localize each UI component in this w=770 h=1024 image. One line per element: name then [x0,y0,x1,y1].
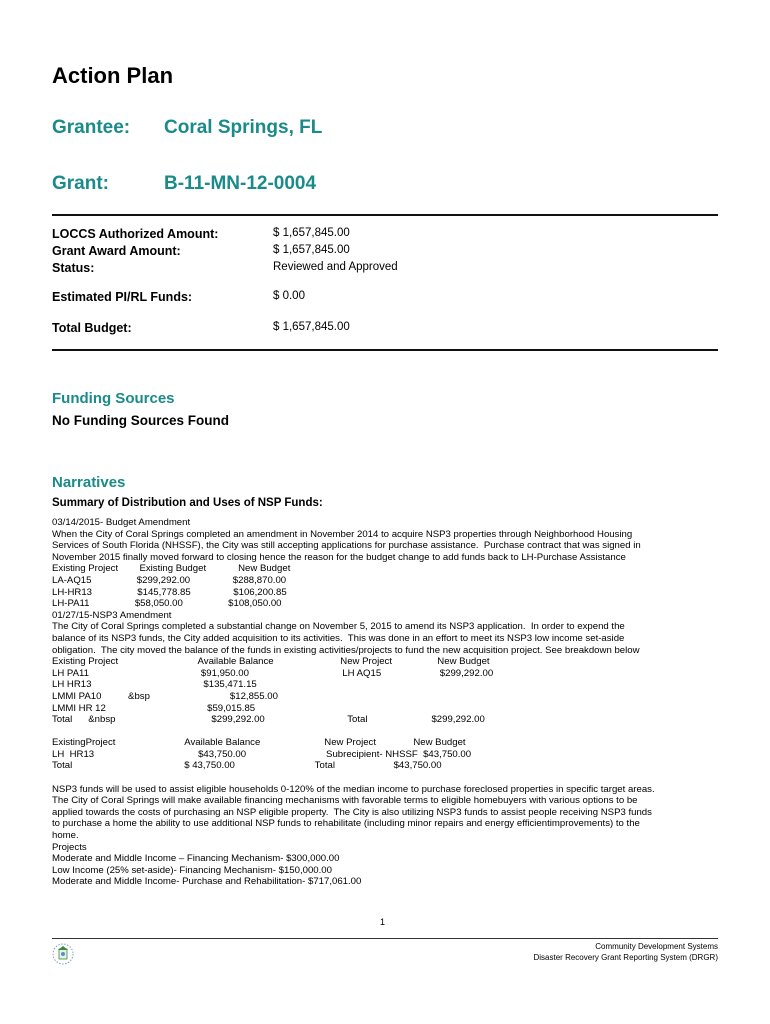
status-value: Reviewed and Approved [273,261,398,273]
divider-top [52,214,718,216]
hud-seal-icon [52,943,74,965]
narrative-line [52,726,722,738]
pirl-value: $ 0.00 [273,290,305,302]
divider-bottom [52,349,718,351]
narrative-line: Total &nbsp $299,292.00 Total $299,292.00 [52,714,485,726]
grant-number: B-11-MN-12-0004 [164,173,317,194]
narrative-line: Moderate and Middle Income – Financing Mechanism- $300,000.00 [52,853,340,865]
total-budget-label: Total Budget: [52,321,132,335]
narrative-line: LMMI HR 12 $59,015.85 [52,702,256,714]
pirl-label: Estimated PI/RL Funds: [52,290,193,304]
narrative-body [52,517,722,888]
narrative-line: LH PA11 $91,950.00 LH AQ15 $299,292.00 [52,667,494,679]
narrative-line: LH HR13 $43,750.00 Subrecipient- NHSSF $43,750.00 [52,748,472,760]
narrative-line: November 2015 finally moved forward to closing hence the reason for the budget change to add funds back to LH-Purchase Assistance [52,551,626,563]
narrative-line: LMMI PA10 &bsp $12,855.00 [52,690,278,702]
grantee-label: Grantee: [52,117,131,138]
grant-award-value: $ 1,657,845.00 [273,244,350,256]
narrative-line: The City of Coral Springs completed a substantial change on November 5, 2015 to amend its NSP3 application. In order to expend the [52,621,625,633]
narrative-line [52,772,722,784]
narrative-line: LH HR13 $135,471.15 [52,679,257,691]
narrative-line: Low Income (25% set-aside)- Financing Mechanism- $150,000.00 [52,864,332,876]
total-budget-value: $ 1,657,845.00 [273,321,350,333]
narratives-subtitle: Summary of Distribution and Uses of NSP Funds: [52,497,323,509]
funding-sources-title: Funding Sources [52,390,175,407]
grantee-value: Coral Springs, FL [164,117,323,138]
narrative-line: 03/14/2015- Budget Amendment [52,517,191,528]
grant-label: Grant: [52,173,109,194]
narrative-line: The City of Coral Springs will make available financing mechanisms with favorable terms to eligible homebuyers with various options to be [52,795,638,807]
narrative-line: Projects [52,841,87,853]
narrative-line: When the City of Coral Springs completed an amendment in November 2014 to acquire NSP3 properties through Neighborhood Housing [52,528,633,540]
funding-sources-message: No Funding Sources Found [52,413,229,428]
narrative-line: LH-PA11 $58,050.00 $108,050.00 [52,598,282,610]
narrative-line: Services of South Florida (NHSSF), the City was still accepting applications for purchase assistance. Purchase contract that was signed in [52,540,641,552]
page-number: 1 [380,917,386,927]
narrative-line: LH-HR13 $145,778.85 $106,200.85 [52,586,287,598]
narrative-line: Existing Project Available Balance New Project New Budget [52,656,490,668]
narrative-line: Moderate and Middle Income- Purchase and Rehabilitation- $717,061.00 [52,876,362,888]
loccs-value: $ 1,657,845.00 [273,227,350,239]
footer-line-1: Community Development Systems [595,942,718,951]
narrative-line: ExistingProject Available Balance New Project New Budget [52,737,466,749]
loccs-label: LOCCS Authorized Amount: [52,227,219,241]
narrative-line: to purchase a home the ability to use additional NSP funds to rehabilitate (including minor repairs and energy efficientimprovements) to the [52,818,640,830]
footer-line-2: Disaster Recovery Grant Reporting System (DRGR) [533,953,718,962]
narrative-line: balance of its NSP3 funds, the City added acquisition to its activities. This was done in an effort to meet its NSP3 low income set-aside [52,632,625,644]
narratives-title: Narratives [52,474,126,491]
narrative-line: applied towards the costs of purchasing an NSP eligible property. The City is also utilizing NSP3 funds to assist people receiving NSP3 funds [52,806,652,818]
narrative-line: LA-AQ15 $299,292.00 $288,870.00 [52,574,287,586]
grant-award-label: Grant Award Amount: [52,244,181,258]
page-title: Action Plan [52,63,174,88]
footer-divider [52,938,718,939]
narrative-line: obligation. The city moved the balance of the funds in existing activities/projects to fund the new acquisition project. See breakdown below [52,644,640,656]
narrative-line: Total $ 43,750.00 Total $43,750.00 [52,760,442,772]
narrative-line: home. [52,830,79,842]
narrative-line: 01/27/15-NSP3 Amendment [52,609,172,621]
narrative-line: Existing Project Existing Budget New Budget [52,563,291,575]
status-label: Status: [52,261,95,275]
narrative-line: NSP3 funds will be used to assist eligible households 0-120% of the median income to purchase foreclosed properties in specific target areas. [52,783,655,795]
